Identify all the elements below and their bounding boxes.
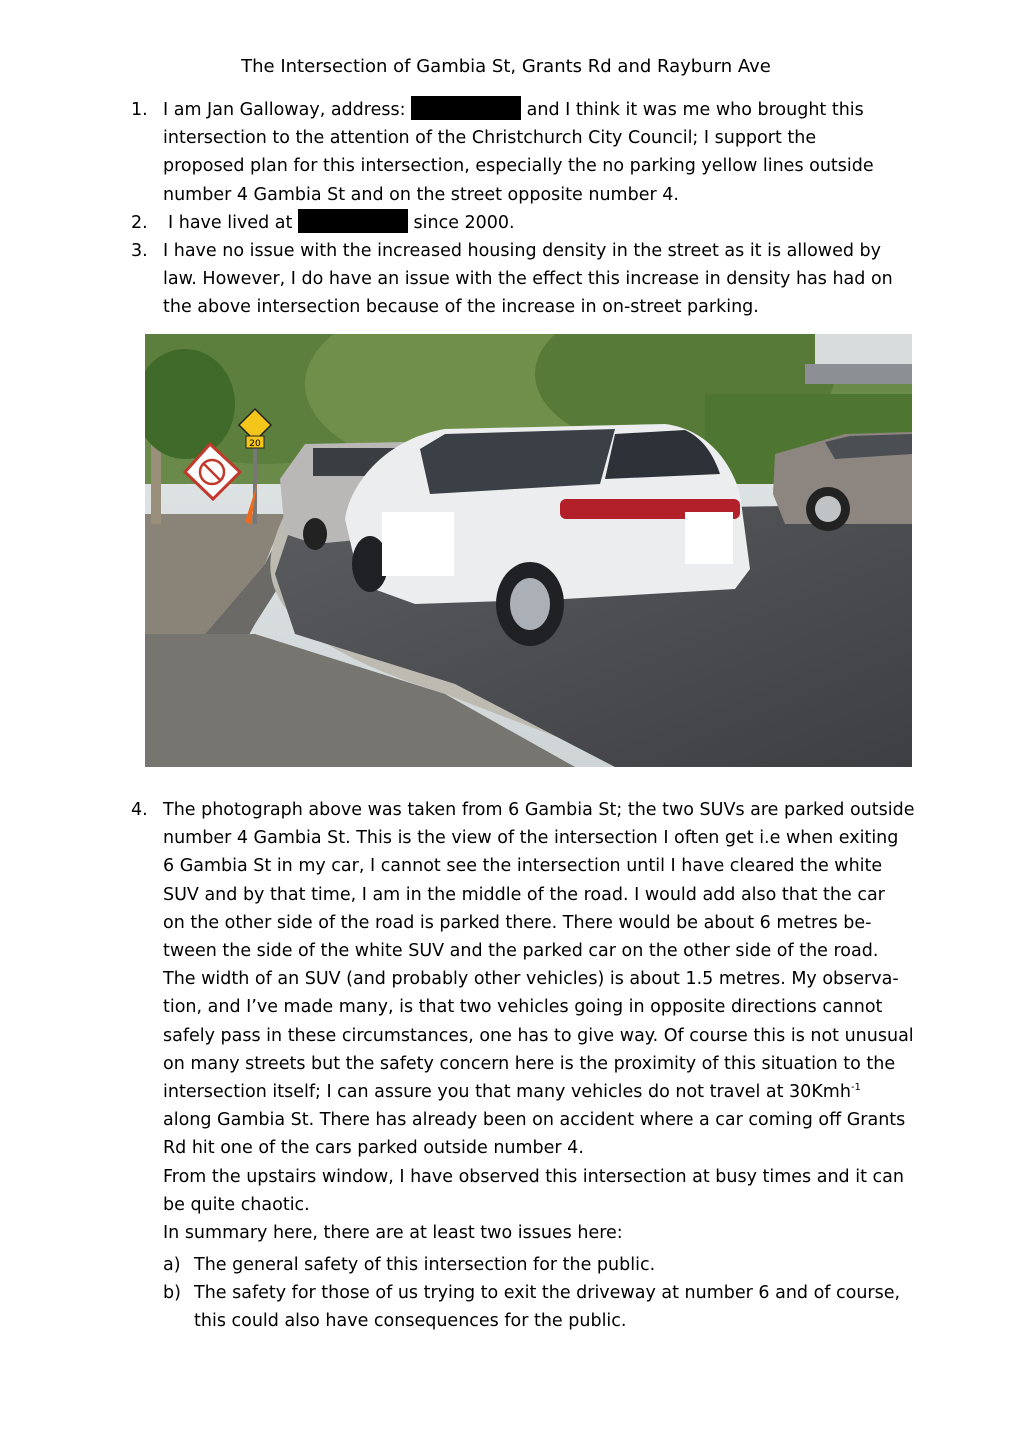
item-4-number: 4. [131, 800, 148, 820]
item-2-line [168, 209, 928, 237]
redacted-address-2 [298, 209, 408, 233]
superscript: -1 [850, 1082, 861, 1094]
item-3-line-1: I have no issue with the increased housing density in the street as it is allowed by [163, 241, 882, 261]
item-4-line-12: along Gambia St. There has already been on accident where a car coming off Grants [163, 1110, 906, 1131]
item-4-line-11-text: intersection itself; I can assure you that many vehicles do not travel at 30Kmh [163, 1082, 851, 1103]
sub-item-a-line: The general safety of this intersection for the public. [194, 1255, 656, 1275]
blurred-plate-right [685, 512, 733, 564]
sub-item-b-line-1: The safety for those of us trying to exit the driveway at number 6 and of course, [194, 1283, 901, 1303]
item-1-text [163, 96, 923, 209]
item-1-line-1-end: and I think it was me who brought this [526, 100, 864, 120]
item-1-line-1-start: I am Jan Galloway, address: [163, 100, 406, 120]
item-4-line-6: tween the side of the white SUV and the parked car on the other side of the road. [163, 941, 879, 962]
item-1-number: 1. [131, 100, 148, 120]
item-3-line-2: law. However, I do have an issue with the effect this increase in density has had on [163, 269, 893, 290]
item-4-line-7: The width of an SUV (and probably other vehicles) is about 1.5 metres. My observa- [163, 969, 899, 990]
sub-item-b-line-2: this could also have consequences for the public. [194, 1311, 627, 1332]
item-3-text [163, 237, 923, 322]
page-title: The Intersection of Gambia St, Grants Rd and Rayburn Ave [241, 56, 771, 77]
item-4-line-8: tion, and I’ve made many, is that two vehicles going in opposite directions cannot [163, 997, 883, 1018]
item-1-line-4: number 4 Gambia St and on the street opposite number 4. [163, 184, 679, 205]
item-2-end: since 2000. [413, 213, 515, 233]
item-4-text [163, 796, 923, 1247]
item-4-line-3: 6 Gambia St in my car, I cannot see the intersection until I have cleared the white [163, 856, 883, 877]
sub-item-b-text [194, 1279, 924, 1335]
redacted-address-1 [411, 96, 521, 120]
item-1-line-3: proposed plan for this intersection, especially the no parking yellow lines outside [163, 156, 874, 177]
sub-item-a-label: a) [163, 1255, 181, 1275]
item-4-line-9: safely pass in these circumstances, one has to give way. Of course this is not unusual [163, 1025, 914, 1046]
item-2-number: 2. [131, 213, 148, 233]
item-2-start: I have lived at [168, 213, 293, 233]
item-3-number: 3. [131, 241, 148, 261]
item-1-line-2: intersection to the attention of the Christchurch City Council; I support the [163, 128, 817, 149]
item-4-line-13: Rd hit one of the cars parked outside number 4. [163, 1138, 584, 1159]
intersection-photo [145, 334, 912, 767]
item-4-line-14: From the upstairs window, I have observed this intersection at busy times and it can [163, 1166, 904, 1187]
item-4-line-5: on the other side of the road is parked there. There would be about 6 metres be- [163, 912, 872, 933]
item-1-line-1 [163, 96, 923, 124]
item-3-line-3: the above intersection because of the increase in on-street parking. [163, 297, 759, 318]
item-4-line-4: SUV and by that time, I am in the middle of the road. I would add also that the car [163, 884, 885, 905]
sub-item-a-text [194, 1251, 924, 1279]
sub-item-b-label: b) [163, 1283, 181, 1303]
blurred-plate-left [382, 512, 454, 576]
item-4-line-16: In summary here, there are at least two issues here: [163, 1223, 623, 1244]
item-4-line-15: be quite chaotic. [163, 1194, 310, 1215]
item-2-text [168, 209, 928, 237]
item-4-line-10: on many streets but the safety concern here is the proximity of this situation to the [163, 1053, 896, 1074]
item-4-line-11 [163, 1078, 923, 1106]
item-4-line-1: The photograph above was taken from 6 Gambia St; the two SUVs are parked outside [163, 800, 915, 820]
speed-advisory-sign-text: 20 [249, 439, 261, 449]
item-4-line-2: number 4 Gambia St. This is the view of the intersection I often get i.e when exiting [163, 828, 899, 849]
